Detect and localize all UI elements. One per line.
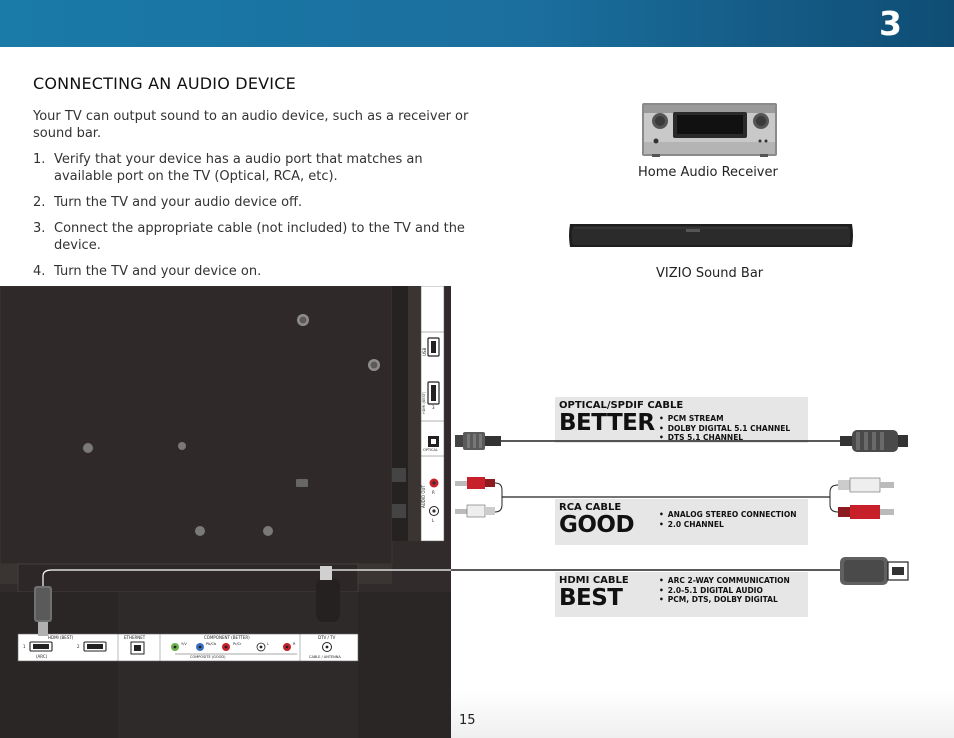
list-item: • DOLBY DIGITAL 5.1 CHANNEL <box>659 424 790 434</box>
component-label: COMPONENT (BETTER) <box>204 635 250 640</box>
optical-cable-name: OPTICAL/SPDIF CABLE <box>559 400 684 411</box>
hdmi-2-label: 2 <box>77 644 80 649</box>
home-audio-receiver-image <box>642 103 777 157</box>
component-l-label: L <box>267 642 269 646</box>
tv-back-panel-illustration <box>0 286 451 738</box>
list-item: • PCM, DTS, DOLBY DIGITAL <box>659 595 790 605</box>
optical-cable-box <box>555 397 808 443</box>
audio-devices-illustration <box>0 0 954 300</box>
hdmi-cable-features <box>659 576 790 605</box>
list-item: • ARC 2-WAY COMMUNICATION <box>659 576 790 586</box>
arc-label: (ARC) <box>36 654 48 659</box>
vizio-sound-bar-image <box>569 224 853 247</box>
hdmi-side-label: HDMI (BEST) <box>422 391 426 414</box>
rca-cable-box <box>555 499 808 545</box>
hdmi-bottom-label: HDMI (BEST) <box>48 635 74 640</box>
list-item: 1. Verify that your device has a audio port that matches an available port on the TV (Optical, RCA, etc). <box>33 152 423 184</box>
hdmi-cable-box <box>555 572 808 617</box>
usb-port-label: USB <box>422 347 427 356</box>
audio-l-label: L <box>432 518 435 523</box>
list-item: 2. Turn the TV and your audio device off. <box>33 195 303 210</box>
component-pr-label: Pr/Cr <box>233 642 242 646</box>
section-title: CONNECTING AN AUDIO DEVICE <box>33 74 296 93</box>
cable-antenna-label: CABLE / ANTENNA <box>309 655 341 659</box>
ethernet-label: ETHERNET <box>124 635 146 640</box>
footer-shade <box>451 690 954 738</box>
list-item: • DTS 5.1 CHANNEL <box>659 433 790 443</box>
optical-port-label: OPTICAL <box>423 448 438 452</box>
rca-cable-features <box>659 510 796 529</box>
optical-cable-rating: BETTER <box>559 410 655 436</box>
composite-label: COMPOSITE (GOOD) <box>190 655 226 659</box>
receiver-caption: Home Audio Receiver <box>638 165 778 180</box>
tv-back-panel-photo <box>0 286 451 738</box>
rca-cable-rating: GOOD <box>559 512 635 538</box>
list-item: 3. Connect the appropriate cable (not included) to the TV and the device. <box>33 221 465 253</box>
audio-out-label: AUDIO OUT <box>421 485 426 508</box>
hdmi-1-label: 1 <box>23 644 26 649</box>
list-item: • ANALOG STEREO CONNECTION <box>659 510 796 520</box>
list-item: 4. Turn the TV and your device on. <box>33 264 262 279</box>
list-item: • 2.0 CHANNEL <box>659 520 796 530</box>
audio-r-label: R <box>432 490 435 495</box>
intro-paragraph: Your TV can output sound to an audio device, such as a receiver or sound bar. <box>33 109 469 141</box>
chapter-number: 3 <box>879 4 902 43</box>
page-number: 15 <box>459 713 476 728</box>
list-item: • PCM STREAM <box>659 414 790 424</box>
component-r-label: R <box>293 642 296 646</box>
component-y-label: Y/V <box>181 642 187 646</box>
list-item: • 2.0-5.1 DIGITAL AUDIO <box>659 586 790 596</box>
optical-cable-features <box>659 414 790 443</box>
hdmi-side-number: 3 <box>432 405 435 410</box>
component-pb-label: Pb/Cb <box>206 642 217 646</box>
rca-cable-name: RCA CABLE <box>559 502 622 513</box>
soundbar-caption: VIZIO Sound Bar <box>656 266 764 281</box>
hdmi-cable-name: HDMI CABLE <box>559 575 629 586</box>
dtv-label: DTV / TV <box>318 635 336 640</box>
hdmi-cable-rating: BEST <box>559 585 623 611</box>
